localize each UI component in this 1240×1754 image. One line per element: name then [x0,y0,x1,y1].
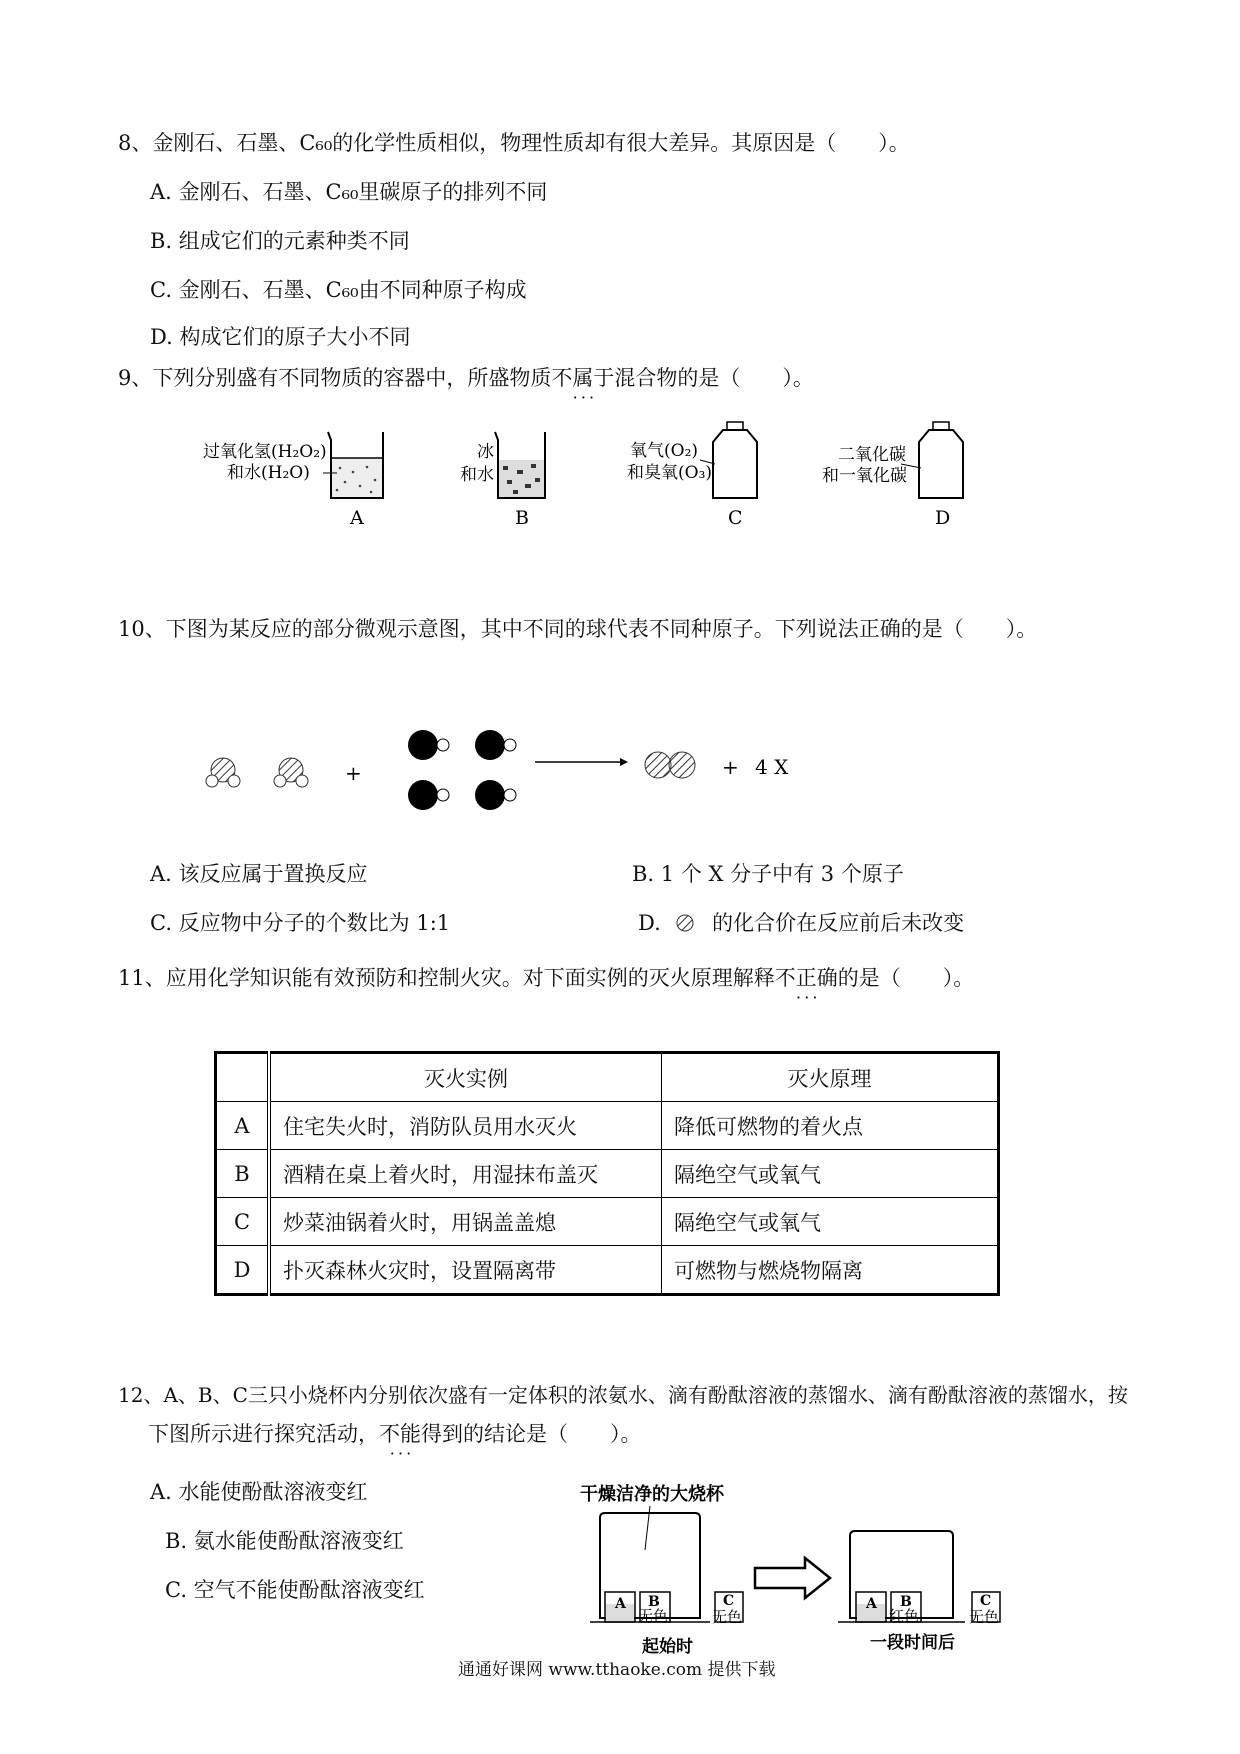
start-beaker-c-label: C [723,1593,735,1609]
emphasis-dots: 不属于 · · · [551,366,614,390]
container-a-label: A [350,507,364,529]
q8-option-b: B. 组成它们的元素种类不同 [150,229,410,253]
reactant-molecule-1 [206,758,240,787]
q12-option-c: C. 空气不能使酚酞溶液变红 [165,1578,425,1602]
container-b-content-2: 和水 [460,465,494,485]
after-beaker-b-label: B [900,1594,912,1610]
q8-option-d: D. 构成它们的原子大小不同 [150,325,411,349]
q10-option-d: D. 的化合价在反应前后未改变 [638,911,965,935]
after-beaker-c-color: 无色 [969,1608,1000,1626]
beaker-b [495,432,545,498]
q12-experiment-figure [580,1478,1020,1658]
table-header-cell [216,1053,270,1102]
table-row [216,1246,999,1295]
emphasis-dots: 不正确 · · · [775,966,838,990]
table-cell: 扑灭森林火灾时，设置隔离带 [269,1246,662,1295]
table-cell: 酒精在桌上着火时，用湿抹布盖灭 [269,1150,662,1198]
beaker-a [323,432,383,498]
table-cell: 隔绝空气或氧气 [662,1198,999,1246]
footer-text: 通通好课网 www.tthaoke.com 提供下载 [458,1660,776,1680]
q8-option-c: C. 金刚石、石墨、C₆₀由不同种原子构成 [150,278,527,302]
table-cell: D [216,1246,270,1295]
table-cell: 炒菜油锅着火时，用锅盖盖熄 [269,1198,662,1246]
table-row [216,1150,999,1198]
start-beaker-c-color: 无色 [712,1608,743,1626]
container-c-content-2: 和臭氧(O₃) [627,463,713,483]
after-beaker-c-label: C [980,1593,992,1609]
table-cell: 可燃物与燃烧物隔离 [662,1246,999,1295]
q10-option-a: A. 该反应属于置换反应 [150,862,368,886]
product-x: 4 X [755,755,789,779]
table-header-row [216,1053,999,1102]
after-beaker-b-color: 红色 [889,1607,920,1625]
q10-reaction-figure [195,718,815,818]
start-beaker-b-label: B [648,1594,660,1610]
fire-extinguishing-table [214,1051,1000,1296]
q8-option-a: A. 金刚石、石墨、C₆₀里碳原子的排列不同 [150,180,548,204]
transition-arrow [755,1558,830,1598]
after-beaker-a-label: A [866,1596,877,1612]
container-c-label: C [728,507,743,529]
q11-stem: 11、应用化学知识能有效预防和控制火灾。对下面实例的灭火原理解释不正确 · · ·的是（ ）。 [118,966,974,991]
table-header-cell: 灭火实例 [269,1053,662,1102]
container-c-content-1: 氧气(O₂) [630,441,699,461]
table-cell: C [216,1198,270,1246]
container-b-content-1: 冰 [477,442,494,462]
start-beaker-b-color: 无色 [638,1607,669,1625]
big-beaker-label: 干燥洁净的大烧杯 [580,1484,724,1505]
hatched-atom-icon [673,913,699,933]
container-d-label: D [935,507,951,529]
q9-container-figure [195,420,995,530]
table-cell: A [216,1102,270,1150]
table-cell: 降低可燃物的着火点 [662,1102,999,1150]
table-cell: 住宅失火时，消防队员用水灭火 [269,1102,662,1150]
start-beaker-a-label: A [615,1596,626,1612]
q12-option-a: A. 水能使酚酞溶液变红 [150,1480,368,1504]
table-cell: B [216,1150,270,1198]
table-row [216,1102,999,1150]
q10-option-c: C. 反应物中分子的个数比为 1:1 [150,911,451,935]
container-d-content-2: 和一氧化碳 [822,466,907,486]
reaction-arrow [535,758,628,766]
product-plus: + [722,755,739,779]
emphasis-dots: 不能 · · · [379,1422,421,1446]
container-a-content-2: 和水(H₂O) [227,463,310,483]
q9-stem: 9、下列分别盛有不同物质的容器中，所盛物质不属于 · · ·混合物的是（ ）。 [118,366,814,391]
q8-stem: 8、金刚石、石墨、C₆₀的化学性质相似，物理性质却有很大差异。其原因是（ ）。 [118,131,910,155]
bottle-c [700,422,757,498]
container-a-content-1: 过氧化氢(H₂O₂) [203,442,327,462]
product-molecule [645,752,695,778]
table-cell: 隔绝空气或氧气 [662,1150,999,1198]
table-row [216,1198,999,1246]
q10-stem: 10、下图为某反应的部分微观示意图，其中不同的球代表不同种原子。下列说法正确的是（ ）。 [118,617,1038,641]
reaction-plus: + [345,761,362,785]
container-d-content-1: 二氧化碳 [838,445,906,465]
q12-option-b: B. 氨水能使酚酞溶液变红 [165,1529,404,1553]
reactant-black-molecules [408,730,516,810]
start-label: 起始时 [642,1637,693,1657]
bottle-d [901,422,963,498]
reactant-molecule-2 [274,758,308,787]
container-b-label: B [515,507,529,529]
q12-stem-line2: 下图所示进行探究活动，不能 · · ·得到的结论是（ ）。 [148,1422,642,1447]
after-label: 一段时间后 [870,1633,955,1653]
q10-option-b: B. 1 个 X 分子中有 3 个原子 [632,862,904,886]
q12-stem-line1: 12、A、B、C三只小烧杯内分别依次盛有一定体积的浓氨水、滴有酚酞溶液的蒸馏水、滴有酚酞溶液的蒸馏水，按 [118,1383,1128,1407]
table-header-cell: 灭火原理 [662,1053,999,1102]
